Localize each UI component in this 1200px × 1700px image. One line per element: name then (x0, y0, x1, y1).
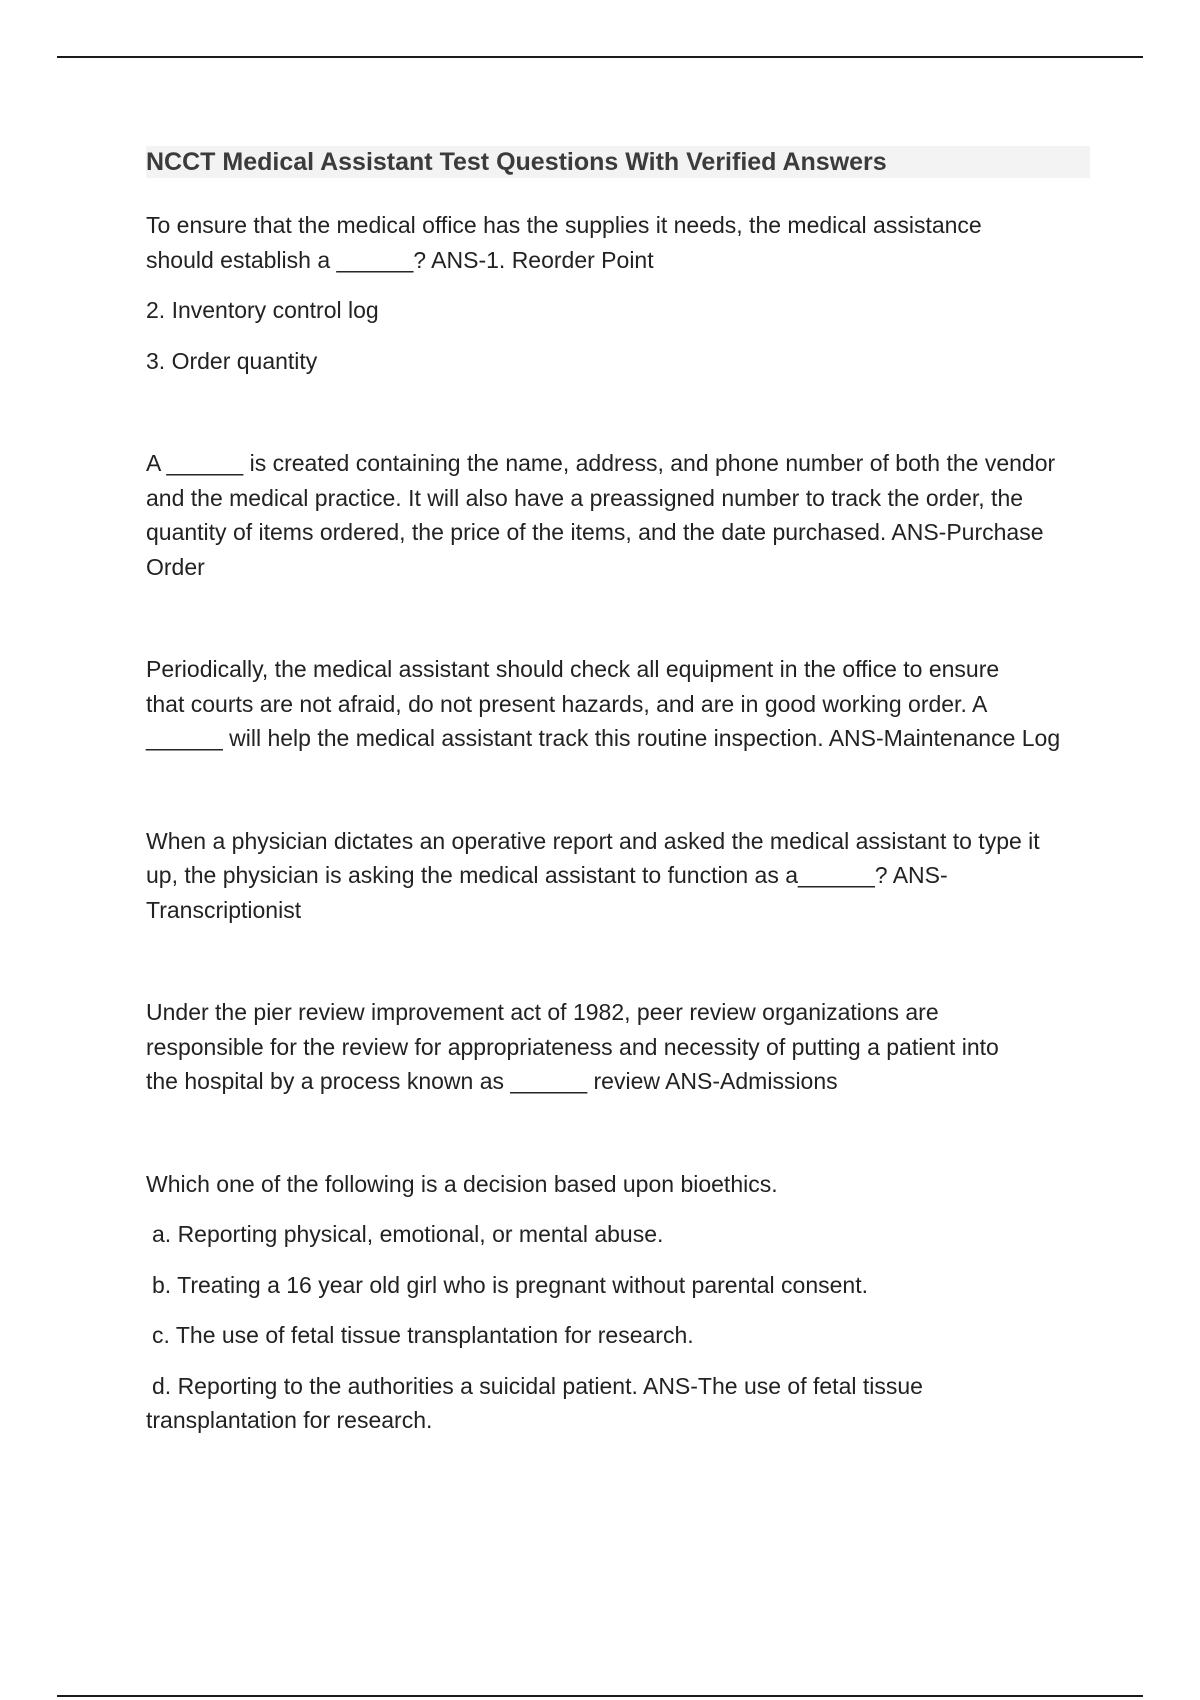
question-4 (146, 824, 1090, 928)
question-2-line-4: Order (146, 553, 205, 580)
question-5-line-1: Under the pier review improvement act of 1982, peer review organizations are (146, 999, 939, 1025)
question-1-item-2: 2. Inventory control log (146, 297, 379, 323)
question-2-line-2: and the medical practice. It will also have a preassigned number to track the order, the (146, 484, 1024, 511)
document-title: NCCT Medical Assistant Test Questions With Verified Answers (146, 146, 1090, 178)
question-2 (146, 446, 1090, 584)
question-3 (146, 652, 1090, 756)
question-5 (146, 995, 1090, 1099)
question-4-line-1: When a physician dictates an operative report and asked the medical assistant to type it (146, 827, 1040, 854)
top-rule (57, 56, 1143, 58)
question-5-line-2: responsible for the review for appropriateness and necessity of putting a patient into (146, 1033, 999, 1060)
question-3-line-3: ______ will help the medical assistant track this routine inspection. ANS-Maintenance Log (146, 725, 1061, 751)
document-body (146, 146, 1090, 1454)
question-6-option-d-line-2: transplantation for research. (146, 1407, 433, 1433)
question-3-line-2: that courts are not afraid, do not present hazards, and are in good working order. A (146, 690, 988, 717)
question-2-line-1: A ______ is created containing the name, address, and phone number of both the vendor (146, 450, 1056, 476)
bottom-rule (57, 1695, 1143, 1697)
question-6: Which one of the following is a decision based upon bioethics. (146, 1170, 778, 1197)
question-6-option-b: b. Treating a 16 year old girl who is pregnant without parental consent. (152, 1271, 868, 1298)
question-2-line-3: quantity of items ordered, the price of the items, and the date purchased. ANS-Purchase (146, 519, 1044, 545)
question-6-option-d (146, 1369, 1090, 1438)
question-4-line-2: up, the physician is asking the medical assistant to function as a______? ANS- (146, 862, 948, 888)
question-5-line-3: the hospital by a process known as ______ review ANS-Admissions (146, 1068, 838, 1094)
question-1-line-1: To ensure that the medical office has the supplies it needs, the medical assistance (146, 212, 982, 238)
question-1-line-2: should establish a ______? ANS-1. Reorder Point (146, 246, 654, 273)
question-1 (146, 208, 1090, 277)
question-3-line-1: Periodically, the medical assistant should check all equipment in the office to ensure (146, 656, 1000, 682)
question-6-option-d-line-1: d. Reporting to the authorities a suicidal patient. ANS-The use of fetal tissue (152, 1372, 923, 1399)
question-1-item-3: 3. Order quantity (146, 347, 318, 374)
question-6-option-a: a. Reporting physical, emotional, or mental abuse. (152, 1221, 664, 1247)
question-4-line-3: Transcriptionist (146, 896, 302, 923)
question-6-option-c: c. The use of fetal tissue transplantation for research. (152, 1322, 694, 1348)
